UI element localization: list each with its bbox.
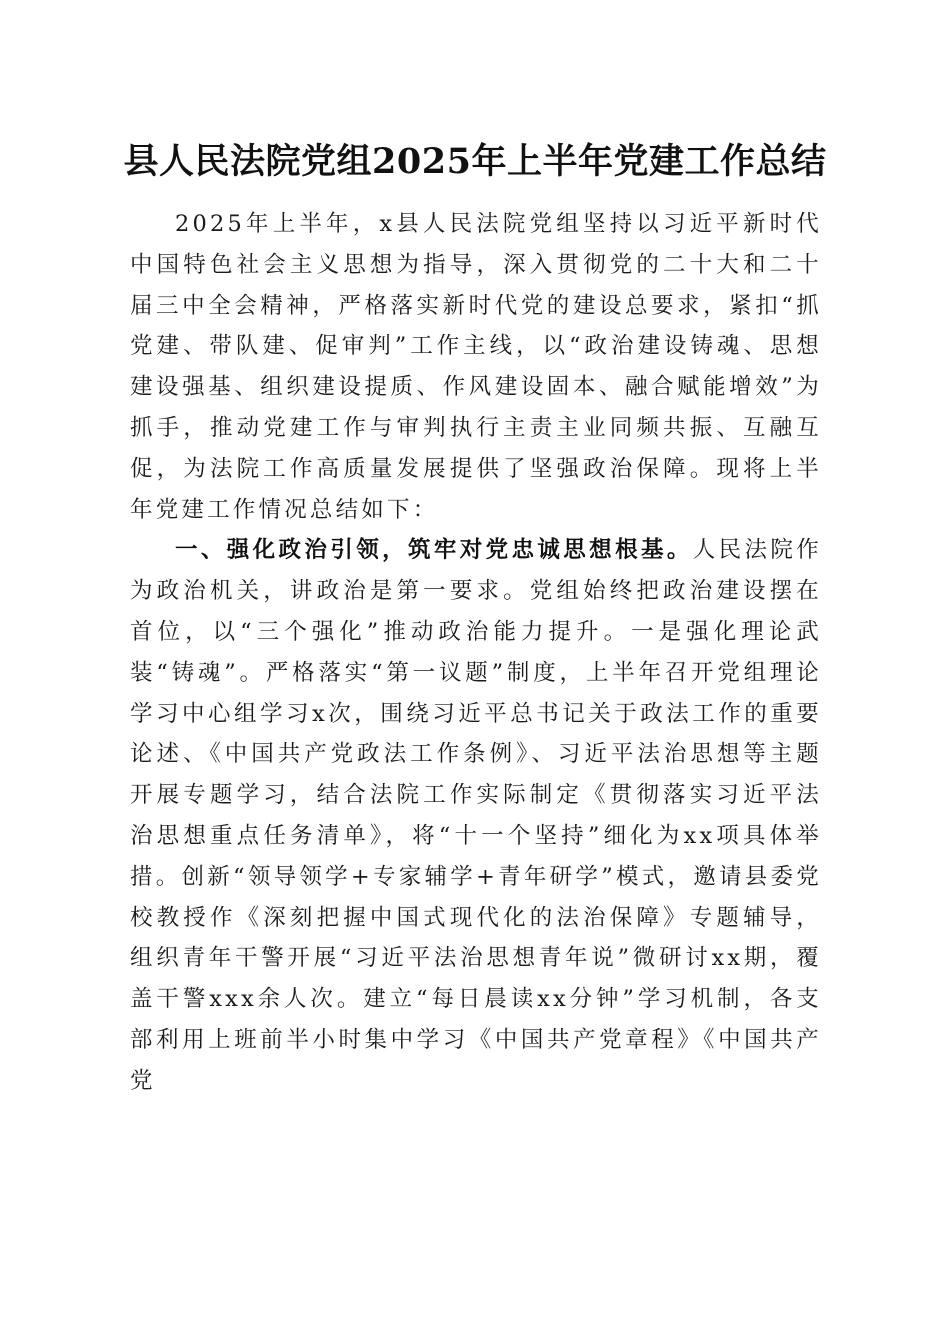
document-title: 县人民法院党组2025年上半年党建工作总结: [123, 141, 827, 182]
document-body: [130, 204, 822, 1102]
section-1-heading: 一、强化政治引领，筑牢对党忠诚思想根基。: [175, 537, 693, 564]
intro-paragraph: 2025年上半年，x县人民法院党组坚持以习近平新时代中国特色社会主义思想为指导，深入贯彻党的二十大和二十届三中全会精神，严格落实新时代党的建设总要求，紧扣“抓党建、带队建、促审判”工作主线，以“政治建设铸魂、思想建设强基、组织建设提质、作风建设固本、融合赋能增效”为抓手，推动党建工作与审判执行主责主业同频共振、互融互促，为法院工作高质量发展提供了坚强政治保障。现将上半年党建工作情况总结如下：: [130, 211, 822, 523]
section-1-paragraph: [130, 530, 822, 1101]
section-1-text: 人民法院作为政治机关，讲政治是第一要求。党组始终把政治建设摆在首位，以“三个强化”推动政治能力提升。一是强化理论武装“铸魂”。严格落实“第一议题”制度，上半年召开党组理论学习中心组学习x次，围绕习近平总书记关于政法工作的重要论述、《中国共产党政法工作条例》、习近平法治思想等主题开展专题学习，结合法院工作实际制定《贯彻落实习近平法治思想重点任务清单》，将“十一个坚持”细化为xx项具体举措。创新“领导领学+专家辅学+青年研学”模式，邀请县委党校教授作《深刻把握中国式现代化的法治保障》专题辅导，组织青年干警开展“习近平法治思想青年说”微研讨xx期，覆盖干警xxx余人次。建立“每日晨读xx分钟”学习机制，各支部利用上班前半小时集中学习《中国共产党章程》《中国共产党: [130, 537, 822, 1094]
